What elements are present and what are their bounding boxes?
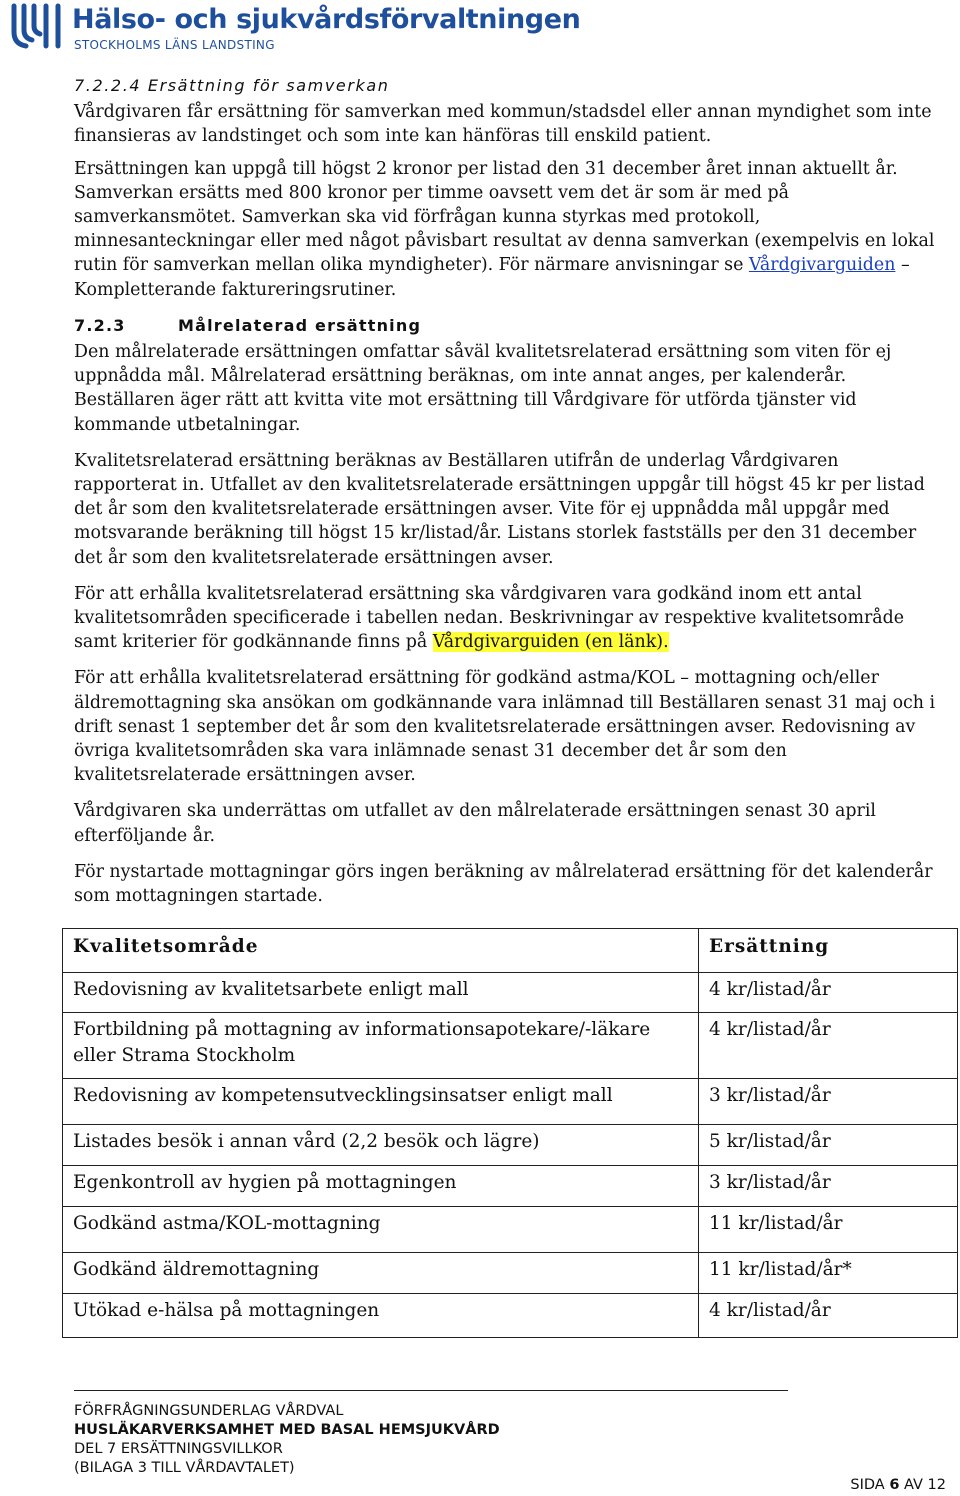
paragraph (74, 157, 940, 302)
table-header-row (63, 929, 958, 973)
sll-logo-mark-icon (6, 2, 68, 52)
paragraph-text: För att erhålla kvalitetsrelaterad ersättning ska vårdgivaren vara godkänd inom ett antal kvalitetsområden specificerade i tabellen nedan. Beskrivningar av respektive kvalitetsområde samt kriterier för godkännande finns på (74, 583, 905, 653)
table-cell: 3 kr/listad/år (699, 1166, 958, 1207)
table-row (63, 973, 958, 1013)
paragraph: För att erhålla kvalitetsrelaterad ersättning för godkänd astma/KOL – mottagning och/eller äldremottagning ska ansökan om godkännande vara inlämnad till Beställaren senast 31 maj och i drift senast 1 september det år som den kvalitetsrelaterade ersättningen avser. Redovisning av övriga kvalitetsområden ska vara inlämnade senast 31 december det år som den kvalitetsrelaterade ersättningen avser. (74, 668, 936, 786)
paragraph-tail: – Kompletterande faktureringsrutiner. (74, 255, 910, 300)
footer-line-3: DEL 7 ERSÄTTNINGSVILLKOR (74, 1441, 283, 1457)
table-row (63, 1253, 958, 1294)
page-total: 12 (927, 1477, 946, 1493)
footer (74, 1402, 500, 1478)
table-cell: 4 kr/listad/år (699, 973, 958, 1013)
table-cell: Listades besök i annan vård (2,2 besök och lägre) (63, 1125, 699, 1166)
document-body (74, 74, 940, 920)
vardgivarguiden-link[interactable]: Vårdgivarguiden (748, 255, 896, 276)
table-cell: 3 kr/listad/år (699, 1079, 958, 1125)
table-cell: 4 kr/listad/år (699, 1294, 958, 1338)
table-cell: Fortbildning på mottagning av informationsapotekare/-läkare eller Strama Stockholm (63, 1013, 699, 1079)
table-cell: 4 kr/listad/år (699, 1013, 958, 1079)
section-number: 7.2.3 (74, 315, 126, 335)
logo (6, 2, 581, 54)
footer-line-1: FÖRFRÅGNINGSUNDERLAG VÅRDVAL (74, 1403, 344, 1419)
section-heading-723 (74, 314, 940, 338)
table-cell: 5 kr/listad/år (699, 1125, 958, 1166)
page-separator: AV (904, 1477, 923, 1493)
table-row (63, 1294, 958, 1338)
page-label: SIDA (850, 1477, 885, 1493)
footer-line-2: HUSLÄKARVERKSAMHET MED BASAL HEMSJUKVÅRD (74, 1422, 500, 1438)
paragraph: Vårdgivaren ska underrättas om utfallet av den målrelaterade ersättningen senast 30 april efterföljande år. (74, 801, 876, 846)
paragraph (74, 582, 940, 655)
table-cell: Godkänd äldremottagning (63, 1253, 699, 1294)
table-row (63, 1125, 958, 1166)
table-row (63, 1013, 958, 1079)
table-cell: Godkänd astma/KOL-mottagning (63, 1207, 699, 1253)
table-cell: Egenkontroll av hygien på mottagningen (63, 1166, 699, 1207)
table-cell: 11 kr/listad/år* (699, 1253, 958, 1294)
table-row (63, 1079, 958, 1125)
page-current: 6 (889, 1477, 900, 1493)
footer-line-4: (BILAGA 3 TILL VÅRDAVTALET) (74, 1460, 295, 1476)
table-row (63, 1207, 958, 1253)
logo-title: Hälso- och sjukvårdsförvaltningen (72, 4, 581, 35)
table-cell: 11 kr/listad/år (699, 1207, 958, 1253)
table-row (63, 1166, 958, 1207)
table-cell: Utökad e-hälsa på mottagningen (63, 1294, 699, 1338)
section-title: Målrelaterad ersättning (178, 315, 422, 335)
paragraph: Kvalitetsrelaterad ersättning beräknas av Beställaren utifrån de underlag Vårdgivaren rapporterat in. Utfallet av den kvalitetsrelaterade ersättningen uppgår till högst 45 kr per listad det år som den kvalitetsrelaterade ersättningen avser. Vite för ej uppnådda mål uppgår med motsvarande beräkning till högst 15 kr/listad/år. Listans storlek fastställs per den 31 december det år som den kvalitetsrelaterade ersättningen avser. (74, 450, 925, 568)
footer-divider (74, 1390, 788, 1391)
paragraph: För nystartade mottagningar görs ingen beräkning av målrelaterad ersättning för det kalenderår som mottagningen startade. (74, 861, 933, 907)
paragraph: Vårdgivaren får ersättning för samverkan med kommun/stadsdel eller annan myndighet som inte finansieras av landstinget och som inte kan hänföras till enskild patient. (74, 102, 932, 147)
column-header: Kvalitetsområde (63, 929, 699, 973)
table-cell: Redovisning av kompetensutvecklingsinsatser enligt mall (63, 1079, 699, 1125)
quality-table (62, 928, 958, 1338)
paragraph-text: Ersättningen kan uppgå till högst 2 kronor per listad den 31 december året innan aktuellt år. Samverkan ersätts med 800 kronor per timme oavsett vem det är som är med på samverkansmötet. Samverkan ska vid förfrågan kunna styrkas med protokoll, minnesanteckningar eller med något påvisbart resultat av denna samverkan (exempelvis en lokal rutin för samverkan mellan olika myndigheter). För närmare anvisningar se (74, 158, 935, 276)
column-header: Ersättning (699, 929, 958, 973)
page-number (850, 1477, 946, 1493)
table-cell: Redovisning av kvalitetsarbete enligt mall (63, 973, 699, 1013)
paragraph: Den målrelaterade ersättningen omfattar såväl kvalitetsrelaterad ersättning som viten för ej uppnådda mål. Målrelaterad ersättning beräknas, om inte annat anges, per kalenderår. Beställaren äger rätt att kvitta vite mot ersättning till Vårdgivare för utförda tjänster vid kommande utbetalningar. (74, 342, 892, 435)
highlighted-link[interactable]: Vårdgivarguiden (en länk). (432, 632, 669, 653)
logo-subtitle: STOCKHOLMS LÄNS LANDSTING (74, 38, 275, 52)
section-heading-7224: 7.2.2.4 Ersättning för samverkan (74, 76, 390, 95)
